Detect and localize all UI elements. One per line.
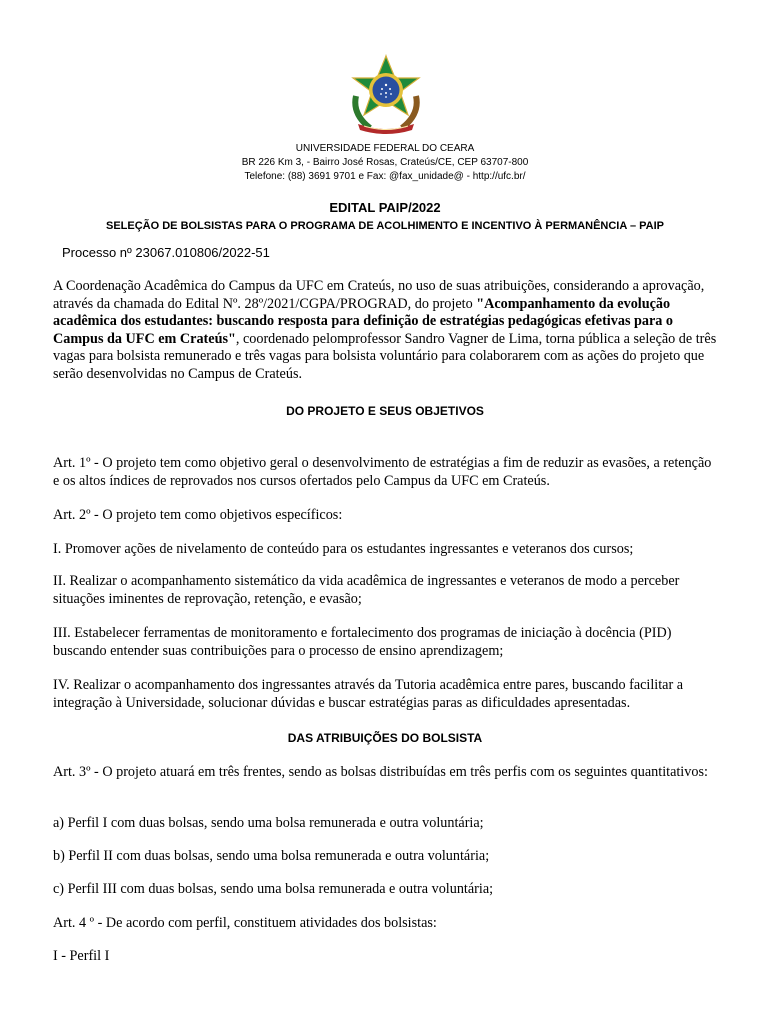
institution-name: UNIVERSIDADE FEDERAL DO CEARA bbox=[295, 143, 475, 154]
document-subtitle: SELEÇÃO DE BOLSISTAS PARA O PROGRAMA DE ACOLHIMENTO E INCENTIVO À PERMANÊNCIA – PAIP bbox=[106, 220, 664, 232]
institution-contact: Telefone: (88) 3691 9701 e Fax: @fax_unidade@ - http://ufc.br/ bbox=[244, 171, 526, 182]
objective-1: I. Promover ações de nivelamento de conteúdo para os estudantes ingressantes e veteranos dos cursos; bbox=[53, 541, 634, 557]
section-heading-project: DO PROJETO E SEUS OBJETIVOS bbox=[286, 404, 484, 418]
intro-text-start: A Coordenação Acadêmica do Campus da UFC em Crateús, no uso de suas atribuições, considerando a aprovação, através da chamada do Edital Nº. 28º/2021/CGPA/PROGRAD, do projeto bbox=[53, 278, 705, 312]
document-title: EDITAL PAIP/2022 bbox=[329, 200, 441, 215]
brazil-coat-of-arms-icon bbox=[342, 52, 430, 138]
process-number: Processo nº 23067.010806/2022-51 bbox=[62, 245, 270, 260]
objective-2: II. Realizar o acompanhamento sistemático da vida acadêmica de ingressantes e veteranos de modo a perceber situações iminentes de reprovação, retenção, e evasão; bbox=[53, 573, 680, 607]
article-4: Art. 4 º - De acordo com perfil, constituem atividades dos bolsistas: bbox=[53, 915, 437, 931]
intro-text-end: , coordenado pelomprofessor Sandro Vagner de Lima, torna pública a seleção de três vagas para bolsista remunerado e três vagas para bolsista voluntário para colaborarem com as ações do projeto que serão desenvolvidas no Campus de Crateús. bbox=[53, 330, 717, 382]
article-1: Art. 1º - O projeto tem como objetivo geral o desenvolvimento de estratégias a fim de reduzir as evasões, a retenção e os altos índices de reprovados nos cursos ofertados pelo Campus da UFC em Crateús. bbox=[53, 455, 712, 489]
article-3: Art. 3º - O projeto atuará em três frentes, sendo as bolsas distribuídas em três perfis com os seguintes quantitativos: bbox=[53, 764, 708, 780]
objective-3: III. Estabelecer ferramentas de monitoramento e fortalecimento dos programas de iniciação à docência (PID) buscando entender suas contribuições para o processo de ensino aprendizagem; bbox=[53, 625, 672, 659]
project-title: "Acompanhamento da evolução acadêmica dos estudantes: buscando resposta para definição de estratégias pedagógicas efetivas para o Campus da UFC em Crateús" bbox=[53, 295, 674, 347]
profile-1-heading: I - Perfil I bbox=[53, 948, 110, 964]
profile-b: b) Perfil II com duas bolsas, sendo uma bolsa remunerada e outra voluntária; bbox=[53, 848, 490, 864]
section-heading-duties: DAS ATRIBUIÇÕES DO BOLSISTA bbox=[287, 731, 483, 745]
objective-4: IV. Realizar o acompanhamento dos ingressantes através da Tutoria acadêmica entre pares, buscando facilitar a integração à Universidade, solucionar dúvidas e buscar estratégias paras as dificuldades apresentadas. bbox=[53, 677, 684, 711]
profile-c: c) Perfil III com duas bolsas, sendo uma bolsa remunerada e outra voluntária; bbox=[53, 881, 494, 897]
intro-paragraph bbox=[53, 278, 719, 384]
profile-a: a) Perfil I com duas bolsas, sendo uma bolsa remunerada e outra voluntária; bbox=[53, 815, 484, 831]
article-2: Art. 2º - O projeto tem como objetivos específicos: bbox=[53, 507, 343, 523]
institution-address: BR 226 Km 3, - Bairro José Rosas, Crateús/CE, CEP 63707-800 bbox=[241, 157, 529, 168]
